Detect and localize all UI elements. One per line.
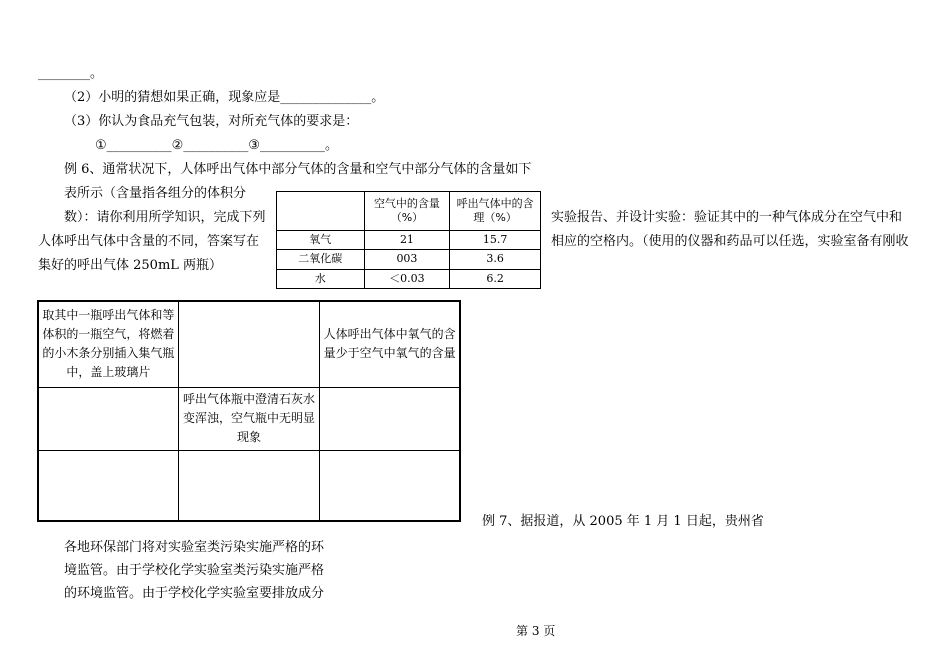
table-header-cell (277, 192, 365, 231)
example-7-line-3: 的环境监管。由于学校化学实验室要排放成分 (64, 586, 325, 601)
table-row (277, 269, 541, 288)
example-6-right-line-2: 相应的空格内。（使用的仪器和药品可以任选，实验室备有刚收 (551, 234, 909, 249)
example-6-left-line-2: 数）：请你利用所学知识，完成下列 (64, 210, 266, 225)
report-cell-phenomenon: 呼出气体瓶中澄清石灰水变浑浊，空气瓶中无明显现象 (178, 387, 319, 450)
exhaled-content: 3.6 (450, 250, 541, 269)
answer-blank-line: ________。 (38, 66, 104, 81)
table-row (277, 231, 541, 250)
example-7-heading: 例 7、据报道，从 2005 年 1 月 1 日起，贵州省 (482, 514, 764, 529)
table-header-row (277, 192, 541, 231)
gas-name: 水 (277, 269, 365, 288)
report-cell-step: 取其中一瓶呼出气体和等体积的一瓶空气，将燃着的小木条分别插入集气瓶中，盖上玻璃片 (38, 301, 178, 387)
page-number: 第 3 页 (516, 624, 556, 638)
table-header-cell: 空气中的含量（%） (364, 192, 450, 231)
example-6-left-line-1: 表所示（含量指各组分的体积分 (64, 186, 247, 201)
table-row (38, 387, 460, 450)
report-cell-step (38, 450, 178, 521)
report-cell-phenomenon (178, 450, 319, 521)
exhaled-content: 15.7 (450, 231, 541, 250)
table-row (38, 450, 460, 521)
gas-name: 二氧化碳 (277, 250, 365, 269)
report-cell-step (38, 387, 178, 450)
report-cell-conclusion (320, 450, 460, 521)
report-cell-conclusion: 人体呼出气体中氧气的含量少于空气中氧气的含量 (320, 301, 460, 387)
air-content: 21 (364, 231, 450, 250)
exhaled-content: 6.2 (450, 269, 541, 288)
question-3-blanks: ①__________②__________③__________。 (95, 138, 338, 153)
report-cell-phenomenon (178, 301, 319, 387)
example-6-left-line-4: 集好的呼出气体 250mL 两瓶） (38, 258, 223, 273)
example-6-left-line-3: 人体呼出气体中含量的不同，答案写在 (38, 234, 260, 249)
air-content: 003 (364, 250, 450, 269)
example-6-right-line-1: 实验报告、并设计实验：验证其中的一种气体成分在空气中和 (551, 210, 903, 225)
table-header-cell: 呼出气体中的含理（%） (450, 192, 541, 231)
example-7-line-1: 各地环保部门将对实验室类污染实施严格的环 (64, 540, 325, 555)
gas-name: 氧气 (277, 231, 365, 250)
table-row (38, 301, 460, 387)
question-3: （3）你认为食品充气包装，对所充气体的要求是： (64, 114, 359, 129)
question-2: （2）小明的猜想如果正确，现象应是______________。 (64, 90, 385, 105)
air-content: ＜0.03 (364, 269, 450, 288)
table-row (277, 250, 541, 269)
example-7-line-2: 境监管。由于学校化学实验室类污染实施严格 (64, 563, 325, 578)
gas-content-table (276, 191, 541, 289)
report-cell-conclusion (320, 387, 460, 450)
example-6-intro: 例 6、通常状况下，人体呼出气体中部分气体的含量和空气中部分气体的含量如下 (64, 162, 532, 177)
experiment-report-table (37, 300, 461, 522)
